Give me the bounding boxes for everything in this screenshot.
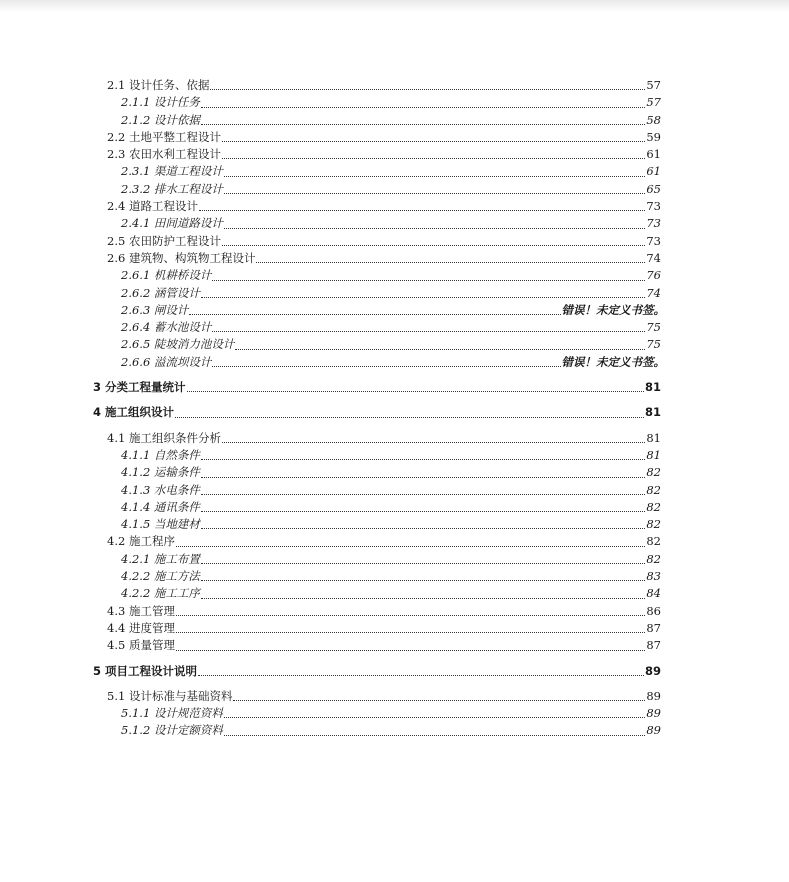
toc-entry[interactable] — [107, 430, 661, 447]
toc-title: 4.2 施工程序 — [107, 534, 175, 549]
toc-title: 2.4 道路工程设计 — [107, 199, 198, 214]
toc-title: 5.1 设计标准与基础资料 — [107, 688, 233, 703]
toc-title: 5 项目工程设计说明 — [93, 663, 198, 678]
toc-leader — [201, 562, 645, 564]
toc-title: 4.4 进度管理 — [107, 620, 175, 635]
toc-page: 82 — [646, 517, 661, 532]
toc-page: 82 — [646, 499, 661, 514]
toc-leader — [201, 458, 645, 460]
toc-title: 4.1.3 水电条件 — [121, 482, 200, 497]
toc-entry[interactable] — [121, 181, 661, 198]
toc-page: 76 — [646, 268, 661, 283]
toc-title: 5.1.2 设计定额资料 — [121, 723, 223, 738]
toc-title: 2.4.1 田间道路设计 — [121, 216, 223, 231]
toc-entry[interactable] — [121, 112, 661, 129]
toc-leader — [176, 631, 645, 633]
toc-leader — [176, 649, 645, 651]
toc-page: 57 — [646, 95, 661, 110]
toc-leader — [175, 416, 644, 418]
toc-leader — [212, 330, 645, 332]
toc-entry[interactable] — [107, 603, 661, 620]
toc-page: 57 — [646, 78, 661, 92]
toc-entry[interactable] — [121, 482, 661, 499]
toc-entry[interactable] — [107, 250, 661, 267]
toc-leader — [222, 244, 645, 246]
toc-entry[interactable] — [121, 447, 661, 464]
toc-page: 89 — [644, 663, 661, 678]
toc-entry[interactable] — [121, 551, 661, 568]
toc-leader — [235, 348, 645, 350]
toc-title: 4.1.2 运输条件 — [121, 465, 200, 480]
toc-leader — [201, 123, 645, 125]
toc-leader — [187, 390, 644, 392]
toc-title: 2.6.1 机耕桥设计 — [121, 268, 212, 283]
toc-title: 4.1.1 自然条件 — [121, 447, 200, 462]
toc-title: 2.6.5 陡坡消力池设计 — [121, 337, 235, 352]
toc-page: 61 — [646, 164, 661, 179]
toc-page: 73 — [646, 199, 661, 214]
toc-page: 89 — [646, 706, 661, 721]
toc-leader — [201, 296, 645, 298]
toc-entry[interactable] — [121, 354, 665, 371]
toc-page: 73 — [646, 216, 661, 231]
toc-leader — [210, 88, 645, 90]
toc-page: 81 — [644, 405, 661, 420]
toc-chapter-entry[interactable] — [93, 379, 661, 396]
toc-leader — [222, 157, 645, 159]
toc-entry[interactable] — [121, 499, 661, 516]
viewer-top-shadow — [0, 0, 789, 12]
toc-leader — [224, 716, 645, 718]
toc-page: 87 — [646, 620, 661, 635]
toc-entry[interactable] — [107, 198, 661, 215]
toc-entry[interactable] — [107, 620, 661, 637]
toc-title: 4.2.2 施工工序 — [121, 586, 200, 601]
toc-title: 2.6.2 涵管设计 — [121, 285, 200, 300]
toc-page: 84 — [646, 586, 661, 601]
toc-leader — [201, 476, 645, 478]
toc-page: 58 — [646, 112, 661, 127]
toc-page: 81 — [646, 447, 661, 462]
toc-leader — [201, 106, 645, 108]
toc-title: 2.1.1 设计任务 — [121, 95, 200, 110]
toc-entry[interactable] — [121, 722, 661, 739]
toc-leader — [224, 734, 645, 736]
toc-leader — [222, 441, 645, 443]
toc-entry[interactable] — [121, 516, 661, 533]
toc-title: 3 分类工程量统计 — [93, 380, 186, 395]
toc-entry[interactable] — [121, 464, 661, 481]
toc-title: 2.2 土地平整工程设计 — [107, 129, 221, 144]
toc-entry[interactable] — [121, 267, 661, 284]
toc-page: 82 — [646, 551, 661, 566]
toc-entry[interactable] — [107, 688, 661, 705]
toc-entry[interactable] — [107, 233, 661, 250]
toc-leader — [224, 175, 645, 177]
toc-title: 4.1.4 通讯条件 — [121, 499, 200, 514]
toc-entry[interactable] — [121, 215, 661, 232]
toc-title: 2.1.2 设计依据 — [121, 112, 200, 127]
toc-entry[interactable] — [121, 163, 661, 180]
toc-title: 2.6 建筑物、构筑物工程设计 — [107, 250, 256, 265]
toc-leader — [201, 510, 645, 512]
toc-leader — [201, 527, 645, 529]
toc-page: 89 — [646, 723, 661, 738]
toc-entry[interactable] — [107, 637, 661, 654]
toc-title: 4.3 施工管理 — [107, 603, 175, 618]
toc-title: 4.1.5 当地建材 — [121, 517, 200, 532]
toc-title: 2.5 农田防护工程设计 — [107, 233, 221, 248]
toc-leader — [222, 140, 645, 142]
toc-page: 86 — [646, 603, 661, 618]
toc-page: 73 — [646, 233, 661, 248]
toc-entry[interactable] — [121, 568, 661, 585]
toc-title: 2.1 设计任务、依据 — [107, 78, 210, 92]
toc-leader — [224, 227, 645, 229]
toc-entry[interactable] — [121, 94, 661, 111]
toc-page: 65 — [646, 181, 661, 196]
toc-leader — [233, 699, 645, 701]
toc-entry[interactable] — [107, 77, 661, 94]
toc-page: 81 — [644, 380, 661, 395]
toc-leader — [201, 579, 645, 581]
toc-page: 81 — [646, 430, 661, 445]
toc-page: 82 — [646, 534, 661, 549]
toc-page: 75 — [646, 337, 661, 352]
toc-leader — [201, 493, 645, 495]
toc-error-message: 错误！未定义书签。 — [561, 302, 665, 317]
toc-title: 2.3.2 排水工程设计 — [121, 181, 223, 196]
toc-page: 61 — [646, 147, 661, 162]
toc-title: 4.1 施工组织条件分析 — [107, 430, 221, 445]
toc-entry[interactable] — [107, 533, 661, 550]
toc-leader — [189, 313, 560, 315]
toc-title: 5.1.1 设计规范资料 — [121, 706, 223, 721]
toc-leader — [198, 674, 644, 676]
toc-chapter-entry[interactable] — [93, 663, 661, 680]
toc-page: 82 — [646, 465, 661, 480]
toc-page: 89 — [646, 688, 661, 703]
toc-entry[interactable] — [121, 302, 665, 319]
toc-page: 75 — [646, 320, 661, 335]
toc-page: 74 — [646, 250, 661, 265]
toc-leader — [176, 614, 645, 616]
toc-title: 4.2.2 施工方法 — [121, 569, 200, 584]
toc-page: 74 — [646, 285, 661, 300]
toc-entry[interactable] — [121, 285, 661, 302]
toc-title: 2.6.3 闸设计 — [121, 302, 189, 317]
table-of-contents — [0, 77, 789, 740]
toc-page: 82 — [646, 482, 661, 497]
toc-title: 2.6.4 蓄水池设计 — [121, 320, 212, 335]
toc-entry[interactable] — [121, 336, 661, 353]
toc-leader — [176, 545, 645, 547]
toc-leader — [212, 279, 645, 281]
toc-entry[interactable] — [121, 705, 661, 722]
toc-error-message: 错误！未定义书签。 — [561, 354, 665, 369]
toc-title: 4.5 质量管理 — [107, 638, 175, 653]
toc-title: 4 施工组织设计 — [93, 405, 175, 420]
toc-leader — [224, 192, 645, 194]
toc-chapter-entry[interactable] — [93, 404, 661, 421]
toc-title: 2.3.1 渠道工程设计 — [121, 164, 223, 179]
toc-entry[interactable] — [107, 146, 661, 163]
toc-leader — [201, 597, 645, 599]
toc-page: 59 — [646, 129, 661, 144]
toc-page: 83 — [646, 569, 661, 584]
toc-leader — [212, 365, 560, 367]
toc-leader — [199, 209, 645, 211]
toc-entry[interactable] — [121, 585, 661, 602]
toc-title: 4.2.1 施工布置 — [121, 551, 200, 566]
toc-title: 2.3 农田水利工程设计 — [107, 147, 221, 162]
toc-page: 87 — [646, 638, 661, 653]
toc-entry[interactable] — [121, 319, 661, 336]
toc-title: 2.6.6 溢流坝设计 — [121, 354, 212, 369]
toc-leader — [256, 261, 645, 263]
toc-entry[interactable] — [107, 129, 661, 146]
